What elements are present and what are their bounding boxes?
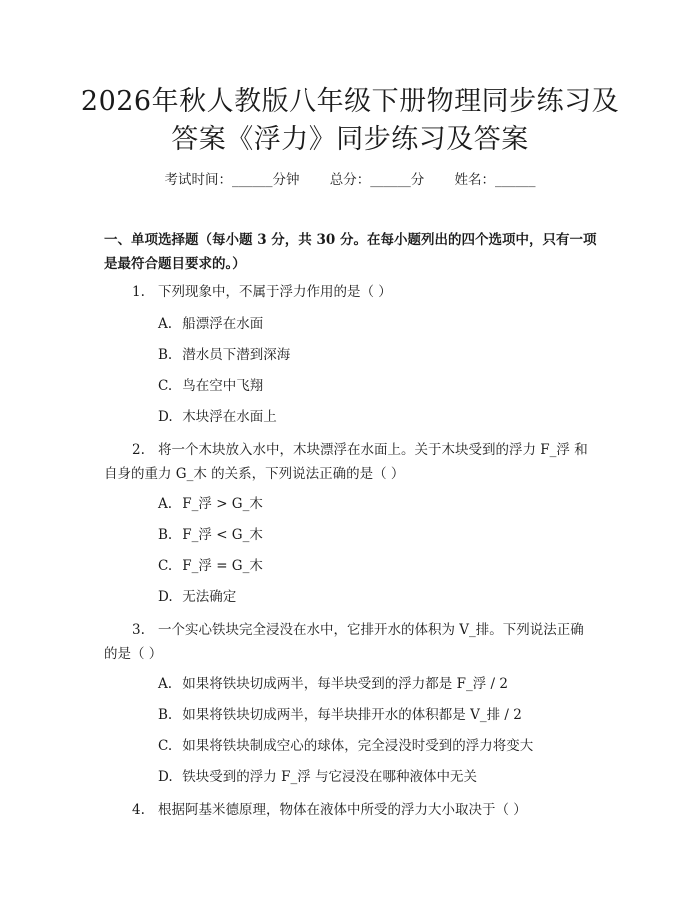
document-title-line-2: 答案《浮力》同步练习及答案 <box>171 124 529 155</box>
question-text-line-1: 一个实心铁块完全浸没在水中，它排开水的体积为 V_排。下列说法正确 <box>158 622 584 638</box>
option-2c: C. F_浮 = G_木 <box>158 558 263 574</box>
option-1a: A. 船漂浮在水面 <box>158 316 264 332</box>
section-heading-line-2: 是最符合题目要求的。） <box>104 256 246 272</box>
question-4 <box>104 798 604 822</box>
document-title-line-1: 2026年秋人教版八年级下册物理同步练习及 <box>80 86 620 117</box>
question-text: 下列现象中，不属于浮力作用的是（ ） <box>158 284 392 300</box>
score-label: 总分： <box>329 172 371 188</box>
option-1c: C. 鸟在空中飞翔 <box>158 378 264 394</box>
name-blank: ______ <box>495 172 536 188</box>
option-2b: B. F_浮 < G_木 <box>158 527 263 543</box>
option-1d: D. 木块浮在水面上 <box>158 409 277 425</box>
question-text-line-1: 将一个木块放入水中，木块漂浮在水面上。关于木块受到的浮力 F_浮 和 <box>158 442 588 458</box>
question-text: 根据阿基米德原理，物体在液体中所受的浮力大小取决于（ ） <box>158 802 527 818</box>
option-3b: B. 如果将铁块切成两半，每半块排开水的体积都是 V_排 / 2 <box>158 707 522 723</box>
option-1b: B. 潜水员下潜到深海 <box>158 347 291 363</box>
question-2 <box>104 438 604 486</box>
question-number: 3. <box>132 622 145 638</box>
question-number: 4. <box>132 802 145 818</box>
time-blank: ______ <box>231 172 273 188</box>
question-3 <box>104 618 604 666</box>
option-2a: A. F_浮 > G_木 <box>158 496 263 512</box>
question-1 <box>104 280 604 304</box>
option-3d: D. 铁块受到的浮力 F_浮 与它浸没在哪种液体中无关 <box>158 769 477 785</box>
question-number: 2. <box>132 442 145 458</box>
option-3a: A. 如果将铁块切成两半，每半块受到的浮力都是 F_浮 / 2 <box>158 676 508 692</box>
option-2d: D. 无法确定 <box>158 589 237 605</box>
score-unit: 分 <box>410 172 425 188</box>
score-blank: ______ <box>370 172 411 188</box>
section-heading-line-1: 一、单项选择题（每小题 3 分，共 30 分。在每小题列出的四个选项中，只有一项 <box>104 232 597 248</box>
exam-meta <box>0 168 700 188</box>
option-3c: C. 如果将铁块制成空心的球体，完全浸没时受到的浮力将变大 <box>158 738 534 754</box>
name-label: 姓名： <box>454 172 496 188</box>
question-text-line-2: 自身的重力 G_木 的关系，下列说法正确的是（ ） <box>104 466 405 482</box>
section-heading <box>104 228 604 276</box>
question-number: 1. <box>132 284 145 300</box>
time-label: 考试时间： <box>164 172 232 188</box>
question-text-line-2: 的是（ ） <box>104 646 163 662</box>
time-unit: 分钟 <box>272 172 300 188</box>
